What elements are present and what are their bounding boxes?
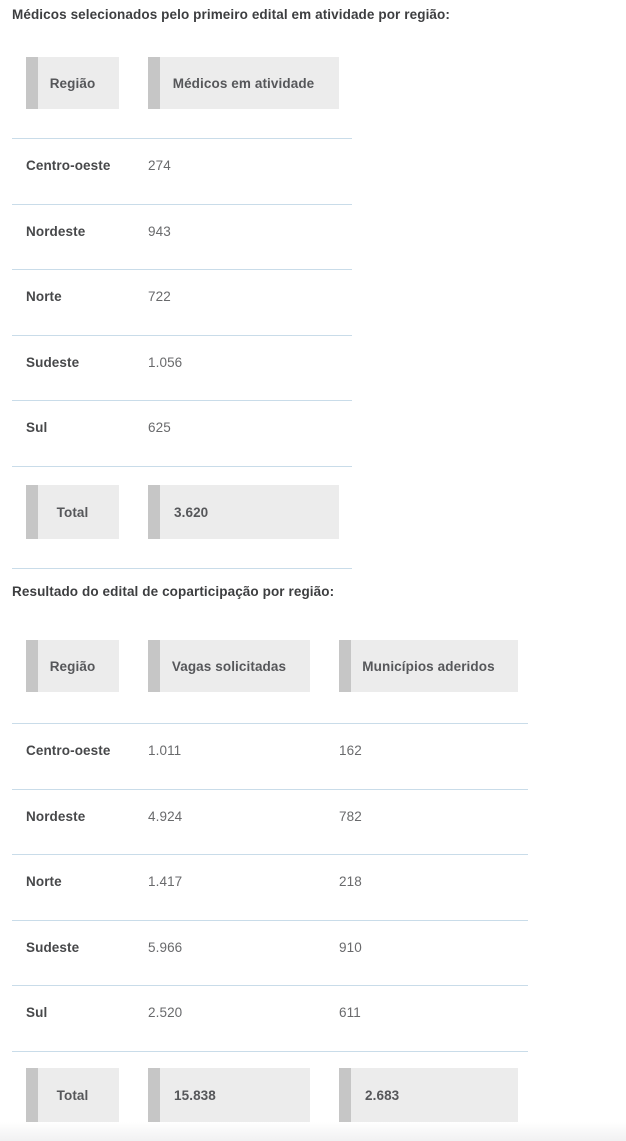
vagas-cell: 1.011 [148,743,182,758]
municipios-cell: 611 [339,1005,361,1021]
value-cell: 274 [148,158,171,173]
table1-body [12,138,352,467]
table-row [12,854,528,920]
region-cell: Sul [26,1005,48,1021]
table2-total-row [26,1068,518,1122]
table-row [12,723,528,789]
table2-body [12,723,528,1052]
table2-header-vagas [148,640,310,692]
region-cell: Nordeste [26,808,86,824]
table1-total-row [26,485,339,539]
municipios-cell: 218 [339,874,362,890]
table1-header-row [26,57,339,109]
section1-title: Médicos selecionados pelo primeiro edital em atividade por região: [12,7,450,22]
table1-header-regiao [26,57,119,109]
accent-bar [26,485,38,539]
table-row [12,789,528,855]
table2-header-municipios [339,640,518,692]
region-cell: Sudeste [26,939,80,955]
table-row [12,985,528,1051]
table-row [12,138,352,204]
vagas-cell: 1.417 [148,874,183,890]
region-cell: Norte [26,289,62,305]
region-cell: Centro-oeste [26,743,111,758]
accent-bar [26,1068,38,1122]
accent-bar [26,640,38,692]
accent-bar [148,1068,160,1122]
column-header-label: Vagas solicitadas [171,658,287,674]
total-label-cell [26,1068,119,1122]
total-label: Total [56,1087,89,1103]
table2-header-row [26,640,518,692]
column-header-label: Região [49,658,96,674]
table-row [12,204,352,270]
value-cell: 625 [148,420,171,436]
section2-title: Resultado do edital de coparticipação por região: [12,584,335,599]
accent-bar [339,1068,351,1122]
region-cell: Sudeste [26,354,80,370]
region-cell: Centro-oeste [26,158,111,173]
column-header-label: Municípios aderidos [362,658,495,674]
vagas-cell: 4.924 [148,808,183,824]
value-cell: 943 [148,223,171,239]
municipios-cell: 910 [339,939,362,955]
region-cell: Sul [26,420,48,436]
table1-bottom-rule [12,568,352,569]
total-vagas-cell [148,1068,310,1122]
total-value-cell [148,485,339,539]
accent-bar [26,57,38,109]
column-header-label: Região [49,75,96,91]
total-label: Total [56,504,89,520]
accent-bar [148,640,160,692]
table1-header-medicos [148,57,339,109]
total-value: 15.838 [174,1087,216,1103]
table-row [12,400,352,466]
total-municipios-cell [339,1068,518,1122]
table2-header-regiao [26,640,119,692]
region-cell: Nordeste [26,223,86,239]
total-label-cell [26,485,119,539]
total-value: 2.683 [365,1087,400,1103]
page-bottom-gradient [0,1122,626,1141]
value-cell: 722 [148,289,171,305]
accent-bar [148,57,160,109]
table-row [12,920,528,986]
table-row [12,335,352,401]
region-cell: Norte [26,874,62,890]
municipios-cell: 782 [339,808,362,824]
table-row [12,269,352,335]
municipios-cell: 162 [339,743,362,758]
value-cell: 1.056 [148,354,183,370]
accent-bar [339,640,351,692]
vagas-cell: 5.966 [148,939,183,955]
total-value: 3.620 [174,504,209,520]
column-header-label: Médicos em atividade [172,75,315,91]
vagas-cell: 2.520 [148,1005,183,1021]
accent-bar [148,485,160,539]
